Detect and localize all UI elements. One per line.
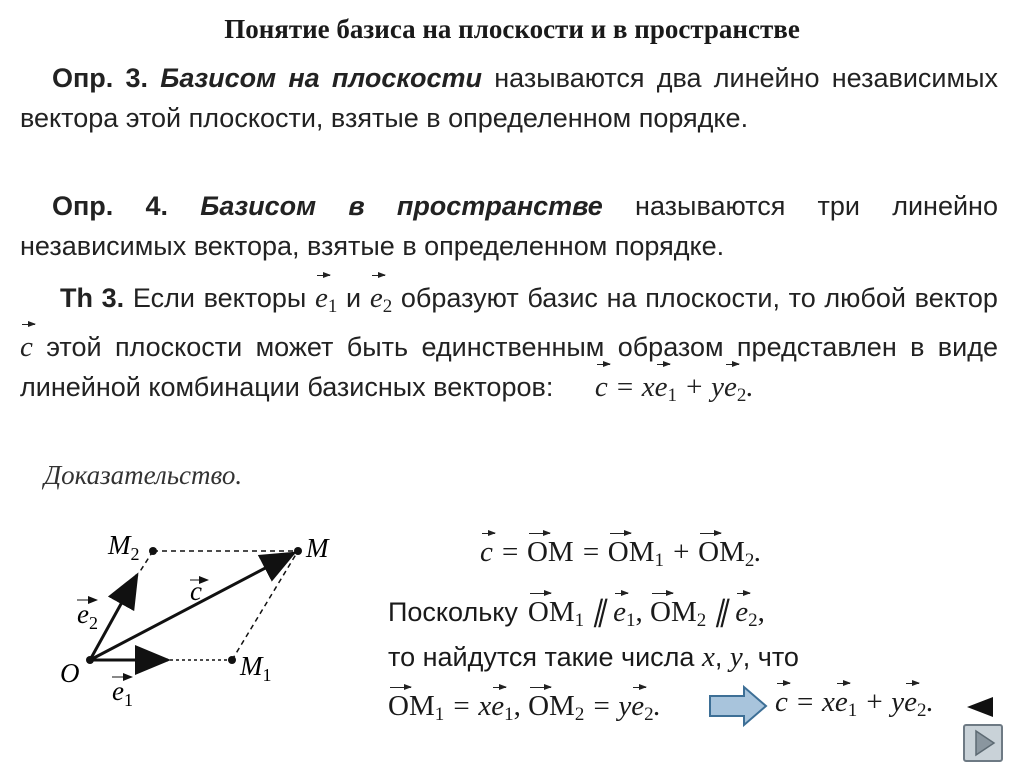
def3-label: Опр. 3.	[52, 63, 149, 93]
def3-text: называются два линейно независимых вектора этой плоскости, взятые в определенном порядке.	[20, 63, 998, 133]
page-title: Понятие базиса на плоскости и в пространстве	[224, 14, 800, 44]
then-line: то найдутся такие числа x, y, что	[388, 641, 799, 673]
label-m2: $M_2$	[108, 530, 140, 564]
def3-term: Базисом на плоскости	[160, 63, 483, 93]
qed-triangle-icon	[965, 696, 995, 718]
proof-label: Доказательство.	[44, 460, 243, 490]
vector-e2: $e_2$	[370, 282, 392, 314]
vector-c: c	[20, 331, 33, 363]
label-e1: $e_1$	[112, 676, 133, 710]
label-o: O	[60, 658, 80, 688]
point-m2	[149, 547, 157, 555]
since-line: Поскольку $OM_1$ ∥ $e_1$, $OM_2$ ∥ $e_2$,	[388, 596, 765, 631]
point-o	[86, 656, 94, 664]
play-icon	[965, 726, 1001, 760]
then-text: то найдутся такие числа	[388, 642, 695, 672]
formula-om-xe: $OM_1 = xe_1$, $OM_2 = ye_2$.	[388, 690, 661, 725]
point-m	[294, 547, 302, 555]
def4-label: Опр. 4.	[52, 191, 169, 221]
label-c: c	[190, 576, 202, 606]
label-m1: $M_1$	[240, 651, 272, 685]
theorem-3	[20, 278, 998, 416]
point-m1	[228, 656, 236, 664]
formula-c-om: c = OM = $OM_1 + OM_2$.	[480, 536, 762, 571]
since-text: Поскольку	[388, 597, 518, 627]
def4-term: Базисом в пространстве	[200, 191, 603, 221]
vector-e1: $e_1$	[315, 282, 337, 314]
label-e2: $e_2$	[77, 599, 98, 633]
definition-3	[20, 58, 998, 138]
next-slide-button[interactable]	[963, 724, 1003, 762]
implies-arrow-icon	[708, 684, 770, 728]
theorem-text-3: образуют базис на плоскости, то любой вектор	[400, 283, 998, 313]
parallelogram-diagram	[50, 520, 340, 720]
def4-text: называются три линейно независимых вектора, взятые в определенном порядке.	[20, 191, 998, 261]
theorem-formula: $c = xe_1 + ye_2$.	[595, 371, 754, 403]
theorem-text-1: Если векторы	[132, 283, 307, 313]
theorem-text-2: и	[346, 283, 362, 313]
definition-4	[20, 186, 998, 266]
label-m: M	[306, 533, 329, 563]
theorem-label: Th 3.	[60, 283, 125, 313]
formula-result: $c = xe_1 + ye_2$.	[775, 686, 934, 721]
theorem-text-4: этой плоскости может быть единственным образом представлен в виде линейной комбинации базисных векторов:	[20, 332, 998, 402]
